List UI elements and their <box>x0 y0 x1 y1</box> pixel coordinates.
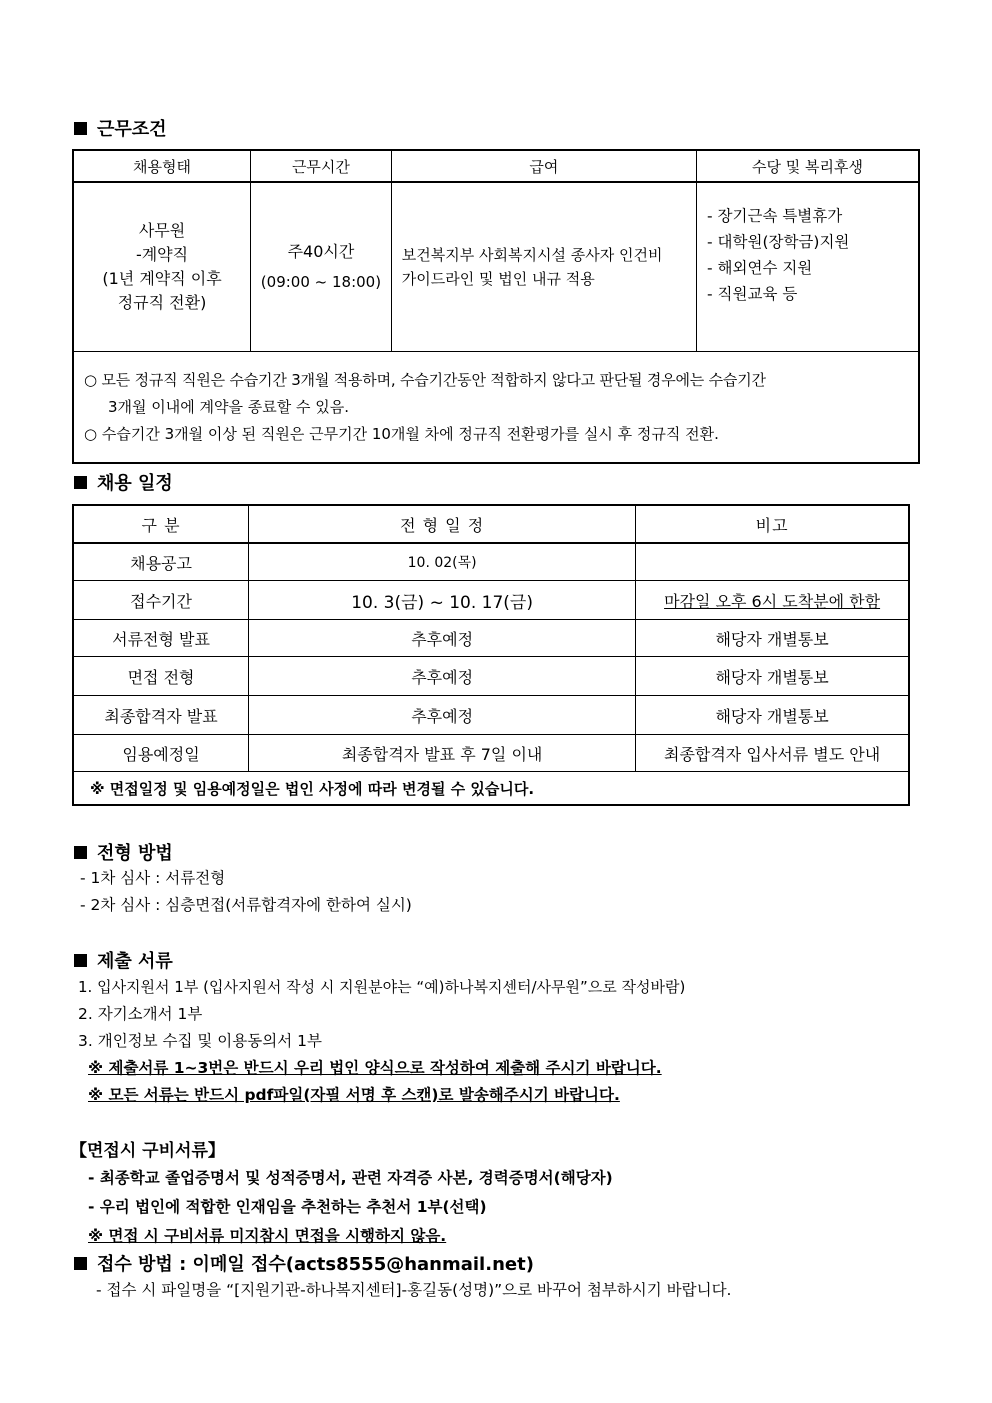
header-remark: 비고 <box>636 505 909 543</box>
note-line: 3개월 이내에 계약을 종료할 수 있음. <box>108 397 350 416</box>
cell-benefits <box>697 182 920 352</box>
row-date: 추후예정 <box>249 696 636 735</box>
section-title-text: 제출 서류 <box>97 951 173 972</box>
section-work-title <box>74 115 167 141</box>
square-bullet-icon <box>74 476 87 489</box>
section-method-title <box>74 839 173 865</box>
header-hours: 근무시간 <box>251 150 392 182</box>
section-title-text: 접수 방법 : 이메일 접수(acts8555@hanmail.net) <box>97 1254 534 1275</box>
row-note: 해당자 개별통보 <box>636 657 909 696</box>
row-note: 최종합격자 입사서류 별도 안내 <box>636 735 909 772</box>
note-line: ○ 수습기간 3개월 이상 된 직원은 근무기간 10개월 차에 정규직 전환평가를 실시 후 정규직 전환. <box>84 424 719 443</box>
apply-note: - 접수 시 파일명을 “[지원기관-하나복지센터]-홍길동(성명)”으로 바꾸어 첨부하시기 바랍니다. <box>96 1281 732 1299</box>
type-line: 정규직 전환) <box>117 293 207 312</box>
table-row <box>73 735 909 772</box>
table-row <box>73 657 909 696</box>
row-date: 추후예정 <box>249 657 636 696</box>
salary-line: 보건복지부 사회복지시설 종사자 인건비 <box>401 246 663 264</box>
row-name: 채용공고 <box>73 543 249 581</box>
benefit-item: - 해외연수 지원 <box>707 259 813 277</box>
list-item: - 1차 심사 : 서류전형 <box>80 869 226 887</box>
row-date: 최종합격자 발표 후 7일 이내 <box>249 735 636 772</box>
schedule-table <box>72 504 910 806</box>
square-bullet-icon <box>74 954 87 967</box>
section-title-text: 근무조건 <box>97 119 167 140</box>
docs-list <box>78 974 685 1109</box>
square-bullet-icon <box>74 122 87 135</box>
list-item: 1. 입사지원서 1부 (입사지원서 작성 시 지원분야는 “예)하나복지센터/사무원”으로 작성바람) <box>78 978 686 996</box>
cell-hours <box>251 182 392 352</box>
type-line: 사무원 <box>138 221 186 240</box>
table-row <box>73 696 909 735</box>
docs-warning: ※ 제출서류 1~3번은 반드시 우리 법인 양식으로 작성하여 제출해 주시기 바랍니다. <box>88 1059 662 1077</box>
row-note <box>636 543 909 581</box>
interview-title: 【면접시 구비서류】 <box>70 1141 225 1161</box>
header-category: 구 분 <box>73 505 249 543</box>
list-item: 2. 자기소개서 1부 <box>78 1005 203 1023</box>
section-docs-title <box>74 947 173 973</box>
row-date: 10. 3(금) ~ 10. 17(금) <box>249 581 636 620</box>
hours-line: (09:00 ~ 18:00) <box>260 273 382 291</box>
work-conditions-table <box>72 149 920 464</box>
cell-type <box>73 182 251 352</box>
type-line: -계약직 <box>135 245 189 264</box>
header-date: 전 형 일 정 <box>249 505 636 543</box>
salary-line: 가이드라인 및 법인 내규 적용 <box>401 270 595 288</box>
section-title-text: 전형 방법 <box>97 843 173 864</box>
list-item: - 2차 심사 : 심층면접(서류합격자에 한하여 실시) <box>80 896 412 914</box>
square-bullet-icon <box>74 1257 87 1270</box>
header-salary: 급여 <box>391 150 696 182</box>
interview-warning: ※ 면접 시 구비서류 미지참시 면접을 시행하지 않음. <box>88 1227 447 1245</box>
hours-line: 주40시간 <box>287 242 355 261</box>
row-name: 서류전형 발표 <box>73 620 249 657</box>
square-bullet-icon <box>74 846 87 859</box>
benefit-item: - 직원교육 등 <box>707 285 798 303</box>
schedule-footnote: ※ 면접일정 및 임용예정일은 법인 사정에 따라 변경될 수 있습니다. <box>73 772 909 806</box>
section-schedule-title <box>74 469 173 495</box>
interview-list <box>88 1164 613 1251</box>
method-list <box>80 865 412 919</box>
row-note: 해당자 개별통보 <box>636 620 909 657</box>
table-row <box>73 543 909 581</box>
row-date: 추후예정 <box>249 620 636 657</box>
row-name: 최종합격자 발표 <box>73 696 249 735</box>
docs-warning: ※ 모든 서류는 반드시 pdf파일(자필 서명 후 스캔)로 발송해주시기 바랍니다. <box>88 1086 620 1104</box>
row-name: 면접 전형 <box>73 657 249 696</box>
benefit-item: - 대학원(장학금)지원 <box>707 233 850 251</box>
list-item: 3. 개인정보 수집 및 이용동의서 1부 <box>78 1032 322 1050</box>
table-row <box>73 581 909 620</box>
type-line: (1년 계약직 이후 <box>102 269 222 288</box>
work-notes <box>73 352 919 464</box>
row-note: 마감일 오후 6시 도착분에 한함 <box>636 581 909 620</box>
header-type: 채용형태 <box>73 150 251 182</box>
row-name: 임용예정일 <box>73 735 249 772</box>
section-apply-title <box>74 1250 534 1276</box>
row-date: 10. 02(목) <box>249 543 636 581</box>
note-line: ○ 모든 정규직 직원은 수습기간 3개월 적용하며, 수습기간동안 적합하지 않다고 판단될 경우에는 수습기간 <box>84 370 766 389</box>
row-name: 접수기간 <box>73 581 249 620</box>
table-row <box>73 620 909 657</box>
row-note: 해당자 개별통보 <box>636 696 909 735</box>
list-item: - 최종학교 졸업증명서 및 성적증명서, 관련 자격증 사본, 경력증명서(해당자) <box>88 1169 613 1187</box>
cell-salary <box>391 182 696 352</box>
header-benefits: 수당 및 복리후생 <box>697 150 920 182</box>
list-item: - 우리 법인에 적합한 인재임을 추천하는 추천서 1부(선택) <box>88 1198 487 1216</box>
benefit-item: - 장기근속 특별휴가 <box>707 207 843 225</box>
section-title-text: 채용 일정 <box>97 473 173 494</box>
